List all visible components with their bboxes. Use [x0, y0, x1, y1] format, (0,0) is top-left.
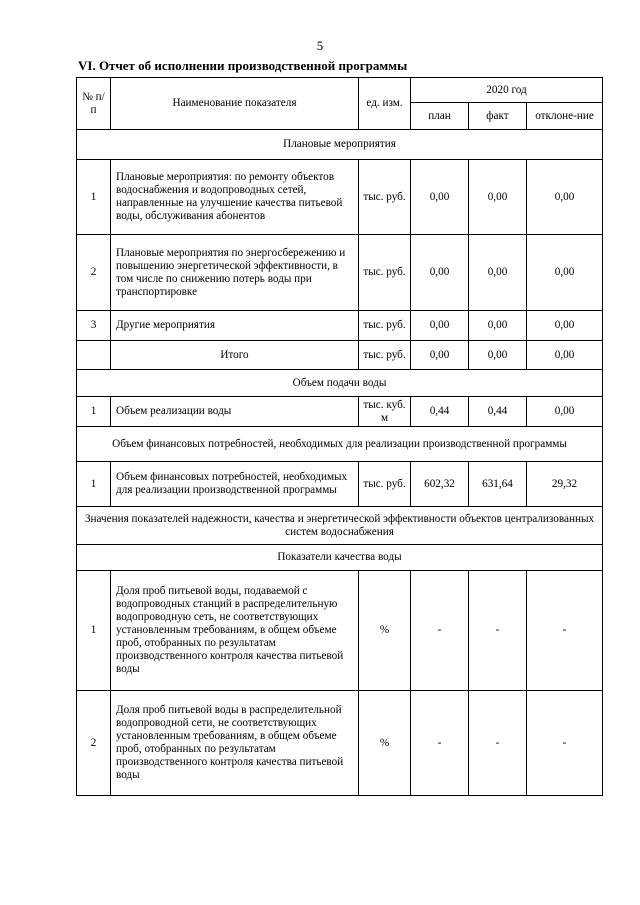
cell-fact: 0,44 — [469, 397, 527, 427]
cell-name: Объем реализации воды — [111, 397, 359, 427]
total-row — [77, 341, 603, 370]
cell-name: Плановые мероприятия: по ремонту объектов водоснабжения и водопроводных сетей, направленные на улучшение качества питьевой воды, обслуживания абонентов — [111, 160, 359, 235]
cell-fact: - — [469, 691, 527, 796]
cell-plan: - — [411, 571, 469, 691]
cell-num: 1 — [77, 397, 111, 427]
cell-deviation: 0,00 — [527, 311, 603, 341]
section-row — [77, 130, 603, 160]
cell-unit: тыс. куб. м — [359, 397, 411, 427]
header-name: Наименование показателя — [111, 78, 359, 130]
cell-deviation: 0,00 — [527, 160, 603, 235]
table-row — [77, 571, 603, 691]
cell-fact: 631,64 — [469, 462, 527, 507]
cell-plan: 0,00 — [411, 311, 469, 341]
header-unit: ед. изм. — [359, 78, 411, 130]
section-indicators: Значения показателей надежности, качества и энергетической эффективности объектов централизованных систем водоснабжения — [77, 507, 603, 545]
cell-unit: тыс. руб. — [359, 311, 411, 341]
cell-deviation: - — [527, 571, 603, 691]
header-plan: план — [411, 103, 469, 130]
section-row — [77, 427, 603, 462]
header-deviation: отклоне-ние — [527, 103, 603, 130]
cell-unit: тыс. руб. — [359, 160, 411, 235]
cell-name: Доля проб питьевой воды в распределительной водопроводной сети, не соответствующих установленным требованиям, в общем объеме проб, отобранных по результатам производственного контроля качества питьевой воды — [111, 691, 359, 796]
cell-fact: 0,00 — [469, 311, 527, 341]
report-table — [76, 77, 603, 796]
section-row — [77, 507, 603, 545]
cell-fact: - — [469, 571, 527, 691]
cell-name: Итого — [111, 341, 359, 370]
cell-deviation: 0,00 — [527, 341, 603, 370]
table-row — [77, 462, 603, 507]
cell-num-empty — [77, 341, 111, 370]
cell-num: 3 — [77, 311, 111, 341]
section-row — [77, 370, 603, 397]
header-num: № п/п — [77, 78, 111, 130]
cell-fact: 0,00 — [469, 341, 527, 370]
section-planned: Плановые мероприятия — [77, 130, 603, 160]
cell-plan: 602,32 — [411, 462, 469, 507]
cell-num: 2 — [77, 235, 111, 311]
cell-unit: % — [359, 571, 411, 691]
table-row — [77, 311, 603, 341]
cell-deviation: 0,00 — [527, 235, 603, 311]
table-row — [77, 397, 603, 427]
cell-deviation: 0,00 — [527, 397, 603, 427]
section-supply: Объем подачи воды — [77, 370, 603, 397]
header-fact: факт — [469, 103, 527, 130]
cell-plan: - — [411, 691, 469, 796]
page-number: 5 — [316, 38, 324, 53]
cell-deviation: 29,32 — [527, 462, 603, 507]
cell-fact: 0,00 — [469, 160, 527, 235]
section-title: VI. Отчет об исполнении производственной программы — [78, 58, 408, 73]
cell-num: 1 — [77, 160, 111, 235]
cell-name: Доля проб питьевой воды, подаваемой с водопроводных станций в распределительную водопроводную сеть, не соответствующих установленным требованиям, в общем объеме проб, отобранных по результатам производственного контроля качества питьевой воды — [111, 571, 359, 691]
table-row — [77, 160, 603, 235]
section-row — [77, 545, 603, 571]
cell-num: 1 — [77, 571, 111, 691]
cell-unit: тыс. руб. — [359, 462, 411, 507]
cell-unit: % — [359, 691, 411, 796]
cell-plan: 0,44 — [411, 397, 469, 427]
section-quality: Показатели качества воды — [77, 545, 603, 571]
table-row — [77, 235, 603, 311]
cell-fact: 0,00 — [469, 235, 527, 311]
cell-deviation: - — [527, 691, 603, 796]
cell-name: Другие мероприятия — [111, 311, 359, 341]
cell-num: 1 — [77, 462, 111, 507]
cell-plan: 0,00 — [411, 235, 469, 311]
cell-plan: 0,00 — [411, 160, 469, 235]
cell-name: Плановые мероприятия по энергосбережению и повышению энергетической эффективности, в том числе по снижению потерь воды при транспортировке — [111, 235, 359, 311]
section-finance: Объем финансовых потребностей, необходимых для реализации производственной программы — [77, 427, 603, 462]
header-row — [77, 78, 603, 103]
cell-unit: тыс. руб. — [359, 341, 411, 370]
header-year: 2020 год — [411, 78, 603, 103]
table-row — [77, 691, 603, 796]
cell-unit: тыс. руб. — [359, 235, 411, 311]
cell-num: 2 — [77, 691, 111, 796]
cell-name: Объем финансовых потребностей, необходимых для реализации производственной программы — [111, 462, 359, 507]
cell-plan: 0,00 — [411, 341, 469, 370]
